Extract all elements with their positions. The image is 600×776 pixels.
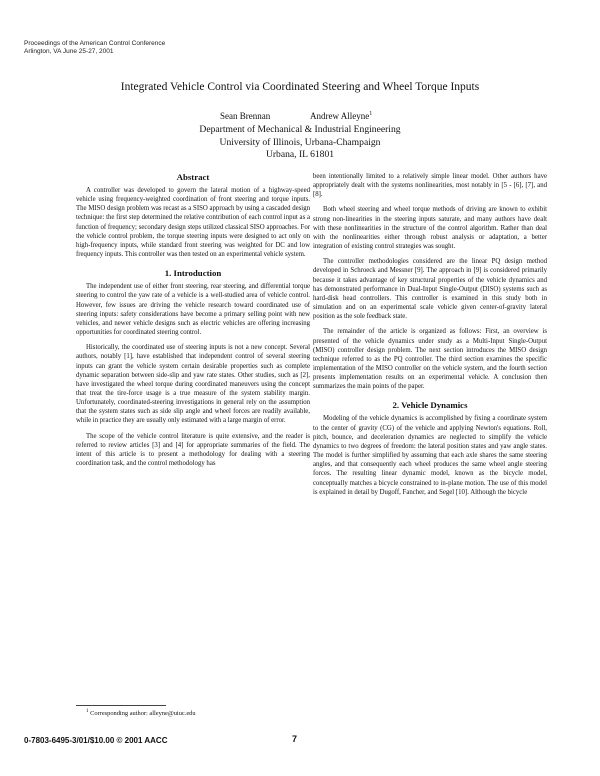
vehicle-dynamics-heading: 2. Vehicle Dynamics (392, 400, 468, 411)
author-alleyne-name: Andrew Alleyne (310, 111, 370, 121)
affiliation-department: Department of Mechanical & Industrial Engineering (199, 124, 401, 135)
introduction-paragraph-3: The scope of the vehicle control literature is quite extensive, and the reader is referred to review articles [3] and [4] for appropriate summaries of the field. The intent of this article is to present a methodology for dealing with a steering coordination task, and the control methodology has (76, 432, 310, 468)
author-list (0, 111, 600, 123)
affiliation (0, 124, 600, 162)
abstract-text: A controller was developed to govern the lateral motion of a highway-speed vehicle using frequency-weighted coordination of front steering and torque inputs. The MISO design problem was recast as a SISO approach by using a cascaded design technique: the first step determined the relative contribution of each control input as a function of frequency; secondary design steps utilized classical SISO approaches. For the vehicle control problem, the torque steering inputs were designed to act only on high-frequency inputs, while standard front steering was weighted for DC and low frequency inputs. This controller was then tested on an experimental vehicle system. (76, 187, 310, 259)
introduction-heading: 1. Introduction (164, 268, 222, 279)
footnote (86, 708, 196, 718)
paper-title: Integrated Vehicle Control via Coordinated Steering and Wheel Torque Inputs (120, 81, 480, 93)
affiliation-university: University of Illinois, Urbana-Champaign (219, 136, 381, 148)
methodology-paragraph: The controller methodologies considered are the linear PQ design method developed in Schroeck and Messner [9]. The approach in [9] is considered primarily because it takes advantage of key structural properties of the vehicle dynamics and has demonstrated performance in Dual-Input Single-Output (DISO) systems such as hard-disk head controllers. This controller is examined in this study both in simulation and on an experimental scale vehicle given center-of-gravity lateral position as the sole feedback state. (313, 258, 547, 321)
footnote-marker: 1 (369, 111, 373, 117)
conference-header (24, 40, 165, 56)
introduction-continued: been intentionally limited to a relatively simple linear model. Other authors have appropriately dealt with the systems nonlinearities, most notably in [5 - [6], [7], and [8]. (313, 173, 547, 199)
left-column (76, 172, 310, 468)
affiliation-city: Urbana, IL 61801 (265, 149, 335, 160)
conference-name: Proceedings of the American Control Conference (24, 40, 166, 47)
introduction-paragraph-2: Historically, the coordinated use of steering inputs is not a new concept. Several authors, notably [1], have established that independent control of several steering inputs can grant the vehicle system certain desirable properties such as complete dynamic separation between side-slip and yaw rate states. Other studies, such as [2], have investigated the wheel torque during coordinated maneuvers using the concept that treat the tire-force usage is a true measure of the system stability margin. Unfortunately, coordinated-steering investigations in general rely on the assumption that the system states such as side slip angle and wheel forces are readily available, while in practice they are usually only estimated with a large margin of error. (76, 344, 310, 425)
footnote-number: 1 (86, 709, 89, 714)
organization-paragraph: The remainder of the article is organized as follows: First, an overview is presented of the vehicle dynamics under study as a Multi-Input Single-Output (MISO) controller design problem. The next section introduces the MISO design technique referred to as the PQ controller. The third section examines the specific implementation of the MISO controller on the vehicle system, and the fourth section presents implementation results on an experimental vehicle. A conclusion then summarizes the main points of the paper. (313, 328, 547, 391)
introduction-paragraph-1: The independent use of either front steering, rear steering, and differential torque steering to control the yaw rate of a vehicle is a well-studied area of vehicle control. However, few issues are driving the vehicle research toward coordinated use of steering inputs: safety considerations have become a primary selling point with new vehicles, and newer vehicle designs such as electric vehicles are offering increasing opportunities for coordinated steering control. (76, 283, 310, 337)
footnote-text: Corresponding author: alleyne@uiuc.edu (90, 710, 196, 718)
author-brennan: Sean Brennan (220, 111, 271, 121)
conference-location: Arlington, VA June 25-27, 2001 (24, 48, 114, 55)
author-alleyne (310, 111, 372, 121)
right-column (313, 172, 547, 497)
abstract-heading: Abstract (176, 172, 210, 182)
footnote-rule (76, 705, 166, 706)
nonlinearity-paragraph: Both wheel steering and wheel torque methods of driving are known to exhibit strong non-linearities in the steering inputs saturate, and many authors have dealt with these nonlinearities in the structure of the control algorithm. Rather than deal with the nonlinearities either through robust analysis or adaptation, a better integration of existing control strategies was sought. (313, 206, 547, 251)
page-number: 7 (292, 734, 298, 744)
vehicle-dynamics-paragraph: Modeling of the vehicle dynamics is accomplished by fixing a coordinate system to the center of gravity (CG) of the vehicle and applying Newton's equations. Roll, pitch, bounce, and deceleration dynamics are neglected to simplify the vehicle dynamics to two degrees of freedom: the lateral position states and yaw angle states. The model is further simplified by assuming that each axle shares the same steering angles, and that consequently each wheel produces the same wheel angle steering forces. The resulting linear dynamic model, known as the bicycle model, conceptually matches a bicycle constrained to in-plane motion. The use of this model is explained in detail by Dugoff, Fancher, and Segel [10]. Although the bicycle (313, 415, 547, 496)
isbn-copyright: 0-7803-6495-3/01/$10.00 © 2001 AACC (24, 736, 168, 745)
